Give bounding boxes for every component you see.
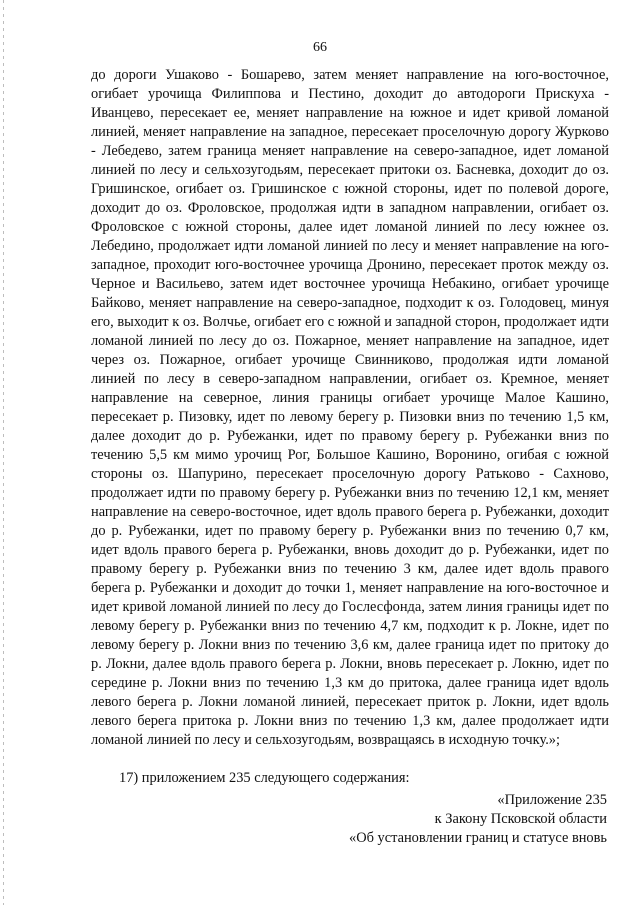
appendix-law-line: к Закону Псковской области: [434, 811, 607, 827]
item-17-text: 17) приложением 235 следующего содержания:: [119, 770, 410, 786]
boundary-description-paragraph: до дороги Ушаково - Бошарево, затем меняет направление на юго-восточное, огибает урочища Филиппова и Пестино, доходит до автодороги Прискуха - Иванцево, пересекает ее, меняет направление на южное и идет кривой ломаной линией, меняет направление на западное, пересекает проселочную дорогу Журково - Лебедево, затем граница меняет направление на северо-западное, идет ломаной линией по лесу и сельхозугодьям, пересекает притоки оз. Басневка, доходит до оз. Гришинское, огибает оз. Гришинское с южной стороны, идет по полевой дороге, доходит до оз. Фроловское, продолжая идти в западном направлении, огибает оз. Фроловское с южной стороны, далее идет ломаной линией по лесу южнее оз. Лебедино, продолжает идти ломаной линией по лесу и меняет направление на юго-западное, проходит юго-восточнее урочища Дронино, пересекает проток между оз. Черное и Васильево, затем идет восточнее урочища Небакино, огибает урочище Байково, меняет направление на северо-западное, подходит к оз. Голодовец, минуя его, выходит к оз. Волчье, огибает его с южной и западной сторон, продолжает идти ломаной линией по лесу до оз. Пожарное, меняет направление на западное, идет через оз. Пожарное, огибает урочище Свинниково, продолжая идти ломаной линией по лесу в северо-западном направлении, огибает оз. Кремное, меняет направление на северное, линия границы огибает урочище Малое Кашино, пересекает р. Пизовку, идет по левому берегу р. Пизовки вниз по течению 1,5 км, далее доходит до р. Рубежанки, идет по правому берегу р. Рубежанки вниз по течению 5,5 км мимо урочищ Рог, Большое Кашино, Воронино, огибая с южной стороны оз. Шапурино, пересекает проселочную дорогу Ратьково - Сахново, продолжает идти по правому берегу р. Рубежанки вниз по течению 12,1 км, меняет направление на северо-восточное, идет вдоль правого берега р. Рубежанки, доходит до р. Рубежанки, идет по правому берегу р. Рубежанки вниз по течению 0,7 км, идет вдоль правого берега р. Рубежанки, вновь доходит до р. Рубежанки, идет по правому берегу р. Рубежанки вниз по течению 3 км, далее идет вдоль правого берега р. Рубежанки и доходит до точки 1, меняет направление на юго-восточное и идет кривой ломаной линией по лесу до Гослесфонда, затем линия границы идет по левому берегу р. Рубежанки вниз по течению 4,7 км, подходит к р. Локне, идет по левому берегу р. Локни вниз по течению 3,6 км, далее граница идет по притоку до р. Локни, далее вдоль правого берега р. Локни, вновь пересекает р. Локню, идет по середине р. Локни вниз по течению 1,3 км до притока, далее граница идет вдоль левого берега р. Локни ломаной линией, пересекает приток р. Локни, идет вдоль левого берега притока р. Локни вниз по течению 1,3 км, далее продолжает идти ломаной линией по лесу и сельхозугодьям, возвращаясь в исходную точку.»;: [91, 67, 609, 748]
appendix-title-line: «Приложение 235: [497, 792, 607, 808]
appendix-heading: [87, 791, 607, 848]
appendix-law-title-line: «Об установлении границ и статусе вновь: [349, 830, 607, 846]
page-number: 66: [313, 40, 327, 55]
page-edge-border: [3, 0, 4, 905]
